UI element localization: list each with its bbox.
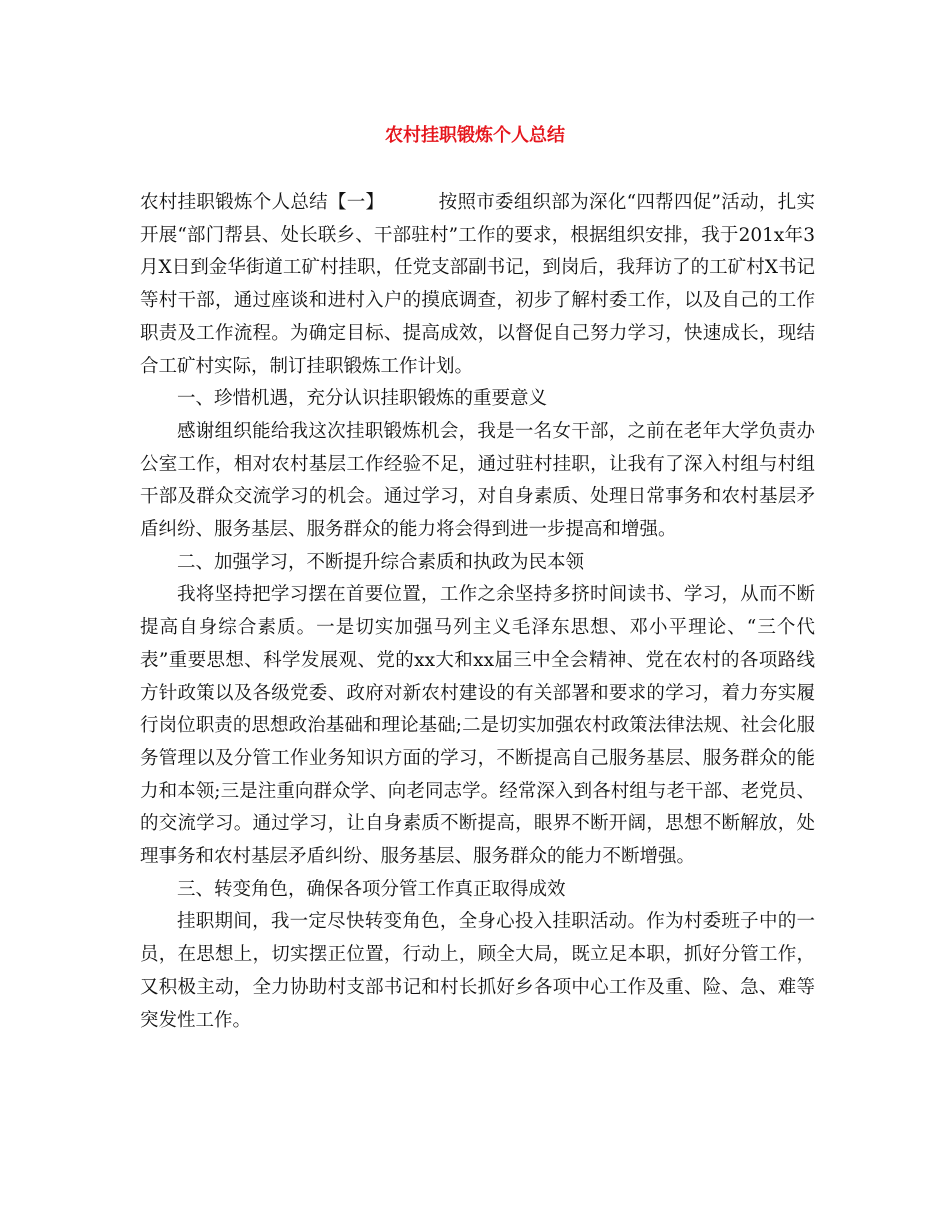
lead-text: 按照市委组织部为深化“四帮四促”活动，扎实开展“部门帮县、处长联乡、干部驻村”工作的要求，根据组织安排，我于201x年3月X日到金华街道工矿村挂职，任党支部副书记，到岗后，我拜访了的工矿村X书记等村干部，通过座谈和进村入户的摸底调查，初步了解村委工作，以及自己的工作职责及工作流程。为确定目标、提高成效，以督促自己努力学习，快速成长，现结合工矿村实际，制订挂职锻炼工作计划。 [140, 192, 815, 377]
lead-paragraph [140, 187, 815, 383]
section-heading-1: 一、珍惜机遇，充分认识挂职锻炼的重要意义 [177, 388, 548, 410]
document-title: 农村挂职锻炼个人总结 [385, 125, 565, 146]
section-heading-2: 二、加强学习，不断提升综合素质和执政为民本领 [177, 551, 585, 573]
document-body [140, 187, 815, 1037]
lead-label: 农村挂职锻炼个人总结【一】 [140, 192, 385, 213]
section-text-1: 感谢组织能给我这次挂职锻炼机会，我是一名女干部，之前在老年大学负责办公室工作，相对农村基层工作经验不足，通过驻村挂职，让我有了深入村组与村组干部及群众交流学习的机会。通过学习，对自身素质、处理日常事务和农村基层矛盾纠纷、服务基层、服务群众的能力将会得到进一步提高和增强。 [140, 420, 815, 541]
section-heading-3: 三、转变角色，确保各项分管工作真正取得成效 [177, 878, 566, 900]
section-text-3: 挂职期间，我一定尽快转变角色，全身心投入挂职活动。作为村委班子中的一员，在思想上，切实摆正位置，行动上，顾全大局，既立足本职，抓好分管工作，又积极主动，全力协助村支部书记和村长抓好乡各项中心工作及重、险、急、难等突发性工作。 [140, 911, 815, 1031]
section-text-2: 我将坚持把学习摆在首要位置，工作之余坚持多挤时间读书、学习，从而不断提高自身综合素质。一是切实加强马列主义毛泽东思想、邓小平理论、“三个代表”重要思想、科学发展观、党的xx大和xx届三中全会精神、党在农村的各项路线方针政策以及各级党委、政府对新农村建设的有关部署和要求的学习，着力夯实履行岗位职责的思想政治基础和理论基础;二是切实加强农村政策法律法规、社会化服务管理以及分管工作业务知识方面的学习，不断提高自己服务基层、服务群众的能力和本领;三是注重向群众学、向老同志学。经常深入到各村组与老干部、老党员、的交流学习。通过学习，让自身素质不断提高，眼界不断开阔，思想不断解放，处理事务和农村基层矛盾纠纷、服务基层、服务群众的能力不断增强。 [140, 584, 815, 868]
